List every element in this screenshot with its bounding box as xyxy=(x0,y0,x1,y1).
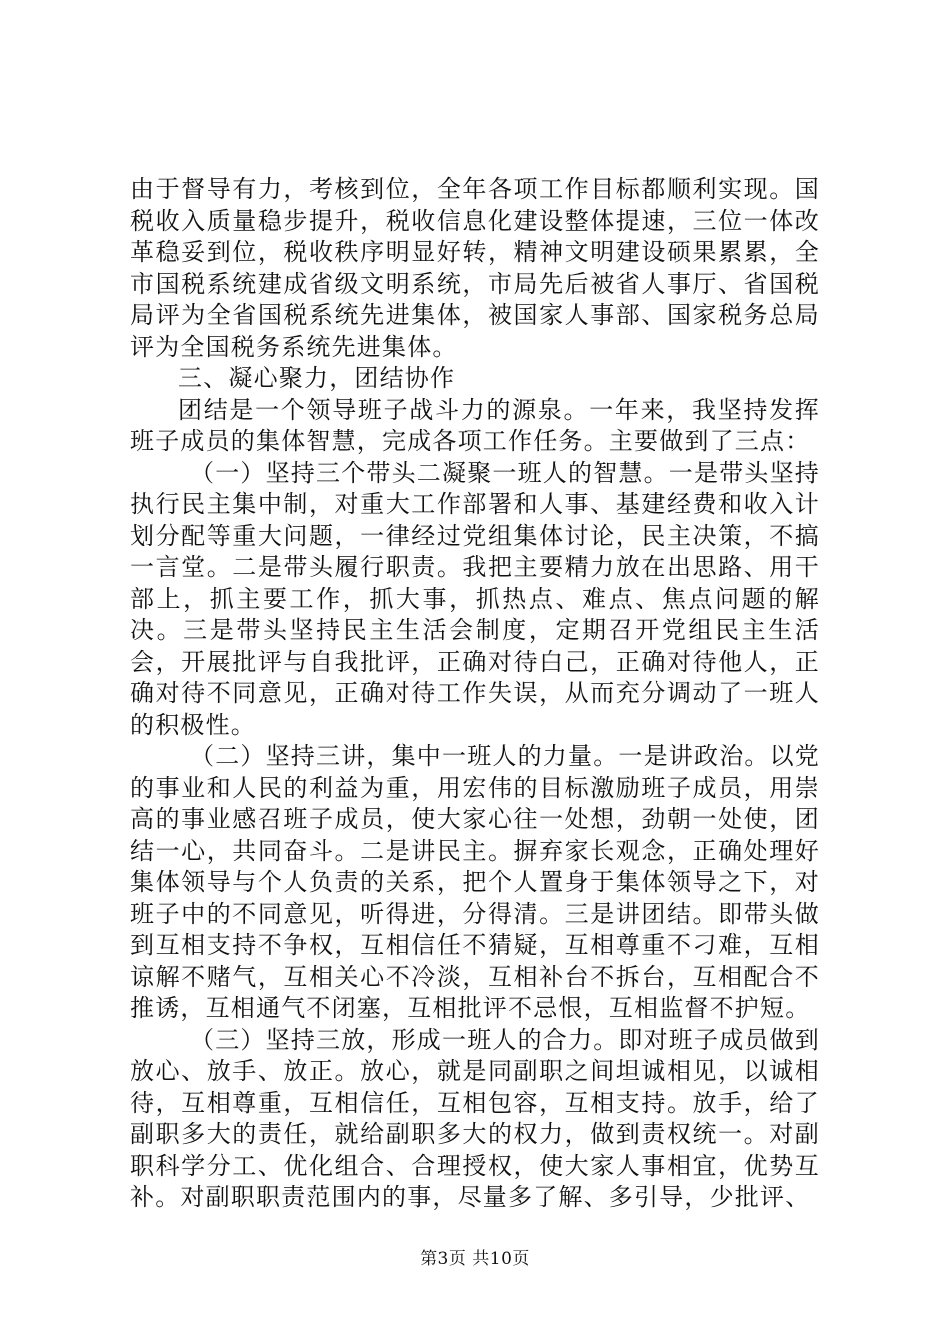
paragraph-point-one: （一）坚持三个带头二凝聚一班人的智慧。一是带头坚持执行民主集中制，对重大工作部署和人事、基建经费和收入计划分配等重大问题，一律经过党组集体讨论，民主决策，不搞一言堂。二是带头履行职责。我把主要精力放在出思路、用干部上，抓主要工作，抓大事，抓热点、难点、焦点问题的解决。三是带头坚持民主生活会制度，定期召开党组民主生活会，开展批评与自我批评，正确对待白己，正确对待他人，正确对待不同意见，正确对待工作失误，从而充分调动了一班人的积极性。 xyxy=(130,458,820,739)
document-body xyxy=(130,174,820,1214)
paragraph-point-three: （三）坚持三放，形成一班人的合力。即对班子成员做到放心、放手、放正。放心，就是同副职之间坦诚相见，以诚相待，互相尊重，互相信任，互相包容，互相支持。放手，给了副职多大的责任，就给副职多大的权力，做到责权统一。对副职科学分工、优化组合、合理授权，使大家人事相宜，优势互补。对副职职责范围内的事，尽量多了解、多引导，少批评、 xyxy=(130,1025,820,1211)
page-footer: 第3页 共10页 xyxy=(420,1249,530,1269)
paragraph-point-two: （二）坚持三讲，集中一班人的力量。一是讲政治。以党的事业和人民的利益为重，用宏伟的目标激励班子成员，用崇高的事业感召班子成员，使大家心往一处想，劲朝一处使，团结一心，共同奋斗。二是讲民主。摒弃家长观念，正确处理好集体领导与个人负责的关系，把个人置身于集体领导之下，对班子中的不同意见，听得进，分得清。三是讲团结。即带头做到互相支持不争权，互相信任不猜疑，互相尊重不刁难，互相谅解不赌气，互相关心不冷淡，互相补台不拆台，互相配合不推诱，互相通气不闭塞，互相批评不忌恨，互相监督不护短。 xyxy=(130,742,820,1022)
paragraph-unity-intro: 团结是一个领导班子战斗力的源泉。一年来，我坚持发挥班子成员的集体智慧，完成各项工作任务。主要做到了三点： xyxy=(130,395,820,455)
paragraph-summary: 由于督导有力，考核到位，全年各项工作目标都顺利实现。国税收入质量稳步提升，税收信息化建设整体提速，三位一体改革稳妥到位，税收秩序明显好转，精神文明建设硕果累累，全市国税系统建成省级文明系统，市局先后被省人事厅、省国税局评为全省国税系统先进集体，被国家人事部、国家税务总局评为全国税务系统先进集体。 xyxy=(130,175,820,361)
section-heading: 三、凝心聚力，团结协作 xyxy=(178,364,456,392)
